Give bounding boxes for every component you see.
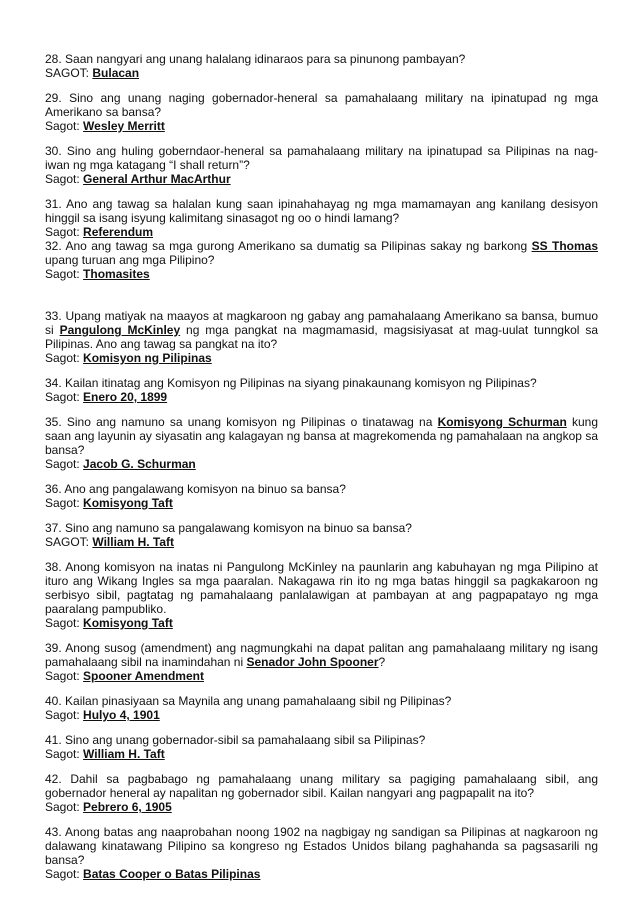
question-text-end: ng mga pangkat na magmamasid, magsisiyasat at mag-uulat tunngkol sa Pilipinas. Ano ang tawag sa pangkat na ito? [45,323,599,351]
question-text: 30. Sino ang huling goberndaor-heneral sa pamahalaang military na ipinatupad sa Pilipinas na nag-iwan ng mga katagang “I shall return”? [45,144,598,172]
answer-line [45,457,598,471]
answer-value: Komisyong Taft [83,496,173,510]
answer-value: Spooner Amendment [83,669,204,683]
answer-value: General Arthur MacArthur [83,172,231,186]
answer-line [45,267,598,281]
answer-value: Pebrero 6, 1905 [83,800,172,814]
question-text: 42. Dahil sa pagbabago ng pamahalaang unang military sa pagiging pamahalaang sibil, ang gobernador heneral ay napalitan ng gobernador sibil. Kailan nangyari ang pagpapalit na ito? [45,772,598,800]
question-text-start: 32. Ano ang tawag sa mga gurong Amerikano sa dumatig sa Pilipinas sakay ng barkong [45,239,532,253]
qa-item-42 [45,772,598,814]
answer-value: William H. Taft [83,747,165,761]
question-text-start: 33. Upang matiyak na maayos at magkaroon ng gabay ang pamahalaang Amerikano sa bansa, bumuo si [45,309,598,337]
answer-line [45,800,598,814]
answer-label: Sagot: [45,225,80,239]
answer-value: Komisyon ng Pilipinas [83,351,212,365]
question-text [45,641,598,669]
answer-line [45,535,598,549]
question-text: 41. Sino ang unang gobernador-sibil sa pamahalaang sibil sa Pilipinas? [45,733,426,747]
answer-value: William H. Taft [92,535,175,549]
qa-item-31 [45,197,598,239]
answer-label: SAGOT: [45,66,90,80]
question-text-start: 35. Sino ang namuno sa unang komisyon ng Pilipinas o tinatawag na [45,415,438,429]
answer-line [45,172,598,186]
question-text-end: upang turuan ang mga Pilipino? [45,253,215,267]
answer-line [45,669,598,683]
question-text: 29. Sino ang unang naging gobernador-heneral sa pamahalaang military na ipinatupad ng mga Amerikano sa bansa? [45,91,598,119]
answer-line [45,616,598,630]
question-text-start: 39. Anong susog (amendment) ang nagmungkahi na dapat palitan ang pamahalaang military ng isang pamahalaang sibil na inamindahan ni [45,641,598,669]
answer-label: Sagot: [45,616,80,630]
answer-label: Sagot: [45,457,80,471]
answer-value: Wesley Merritt [83,119,165,133]
qa-item-40 [45,694,598,722]
question-emphasis: SS Thomas [531,239,598,253]
qa-item-43 [45,825,598,881]
qa-item-37 [45,521,598,549]
question-text-end: ? [378,655,386,669]
answer-value: Bulacan [92,66,140,80]
qa-item-29 [45,91,598,133]
answer-label: Sagot: [45,351,80,365]
qa-item-33 [45,309,598,365]
answer-line [45,351,598,365]
answer-label: Sagot: [45,390,80,404]
answer-label: Sagot: [45,669,80,683]
question-text [45,415,598,457]
answer-label: Sagot: [45,747,80,761]
question-text-end: kung saan ang layunin ay siyasatin ang kalagayan ng bansa at magrekomenda ng pamahalaan na angkop sa bansa? [45,415,598,457]
answer-line [45,390,598,404]
question-text: 28. Saan nangyari ang unang halalang idinaraos para sa pinunong pambayan? [45,52,466,66]
answer-label: Sagot: [45,800,80,814]
answer-value: Enero 20, 1899 [83,390,168,404]
answer-line [45,119,598,133]
answer-line [45,708,598,722]
answer-value: Hulyo 4, 1901 [83,708,160,722]
question-text: 43. Anong batas ang naaprobahan noong 1902 na nagbigay ng sandigan sa Pilipinas at nagkaroon ng dalawang kinatawang Pilipino sa kongreso ng Estados Unidos bilang paghahanda sa pagsasarili ng bansa? [45,825,598,867]
qa-item-30 [45,144,598,186]
answer-label: SAGOT: [45,535,90,549]
qa-item-36 [45,482,598,510]
qa-item-38 [45,560,598,630]
answer-line [45,867,598,881]
answer-label: Sagot: [45,119,80,133]
answer-label: Sagot: [45,867,80,881]
answer-label: Sagot: [45,496,80,510]
question-text [45,239,598,267]
question-emphasis: Pangulong McKinley [59,323,181,337]
answer-value: Batas Cooper o Batas Pilipinas [83,867,261,881]
answer-line [45,66,598,80]
answer-value: Jacob G. Schurman [83,457,196,471]
answer-label: Sagot: [45,267,80,281]
answer-line [45,225,598,239]
question-text: 38. Anong komisyon na inatas ni Pangulong McKinley na paunlarin ang kabuhayan ng mga Pilipino at ituro ang Wikang Ingles sa mga paaralan. Nakagawa rin ito ng mga batas hinggil sa pagkakaroon ng serbisyo sibil, pagtatag ng pamahalaang panlalawigan at pambayan at ang pagpapatayo ng mga paaralang pampubliko. [45,560,598,616]
question-text: 31. Ano ang tawag sa halalan kung saan ipinahahayag ng mga mamamayan ang kanilang desisyon hinggil sa isang isyung kalimitang sinasagot ng oo o hindi lamang? [45,197,598,225]
question-emphasis: Komisyong Schurman [437,415,567,429]
answer-value: Thomasites [83,267,150,281]
qa-item-28 [45,52,598,80]
answer-value: Referendum [83,225,154,239]
qa-item-39 [45,641,598,683]
answer-line [45,747,598,761]
document-page [45,52,598,892]
qa-item-35 [45,415,598,471]
answer-value: Komisyong Taft [83,616,173,630]
question-text: 37. Sino ang namuno sa pangalawang komisyon na binuo sa bansa? [45,521,412,535]
question-text: 34. Kailan itinatag ang Komisyon ng Pilipinas na siyang pinakaunang komisyon ng Pilipinas? [45,376,537,390]
question-text [45,309,598,351]
question-text: 40. Kailan pinasiyaan sa Maynila ang unang pamahalaang sibil ng Pilipinas? [45,694,452,708]
question-emphasis: Senador John Spooner [246,655,379,669]
qa-item-34 [45,376,598,404]
answer-label: Sagot: [45,172,80,186]
answer-line [45,496,598,510]
question-text: 36. Ano ang pangalawang komisyon na binuo sa bansa? [45,482,346,496]
qa-item-32 [45,239,598,281]
qa-item-41 [45,733,598,761]
answer-label: Sagot: [45,708,80,722]
